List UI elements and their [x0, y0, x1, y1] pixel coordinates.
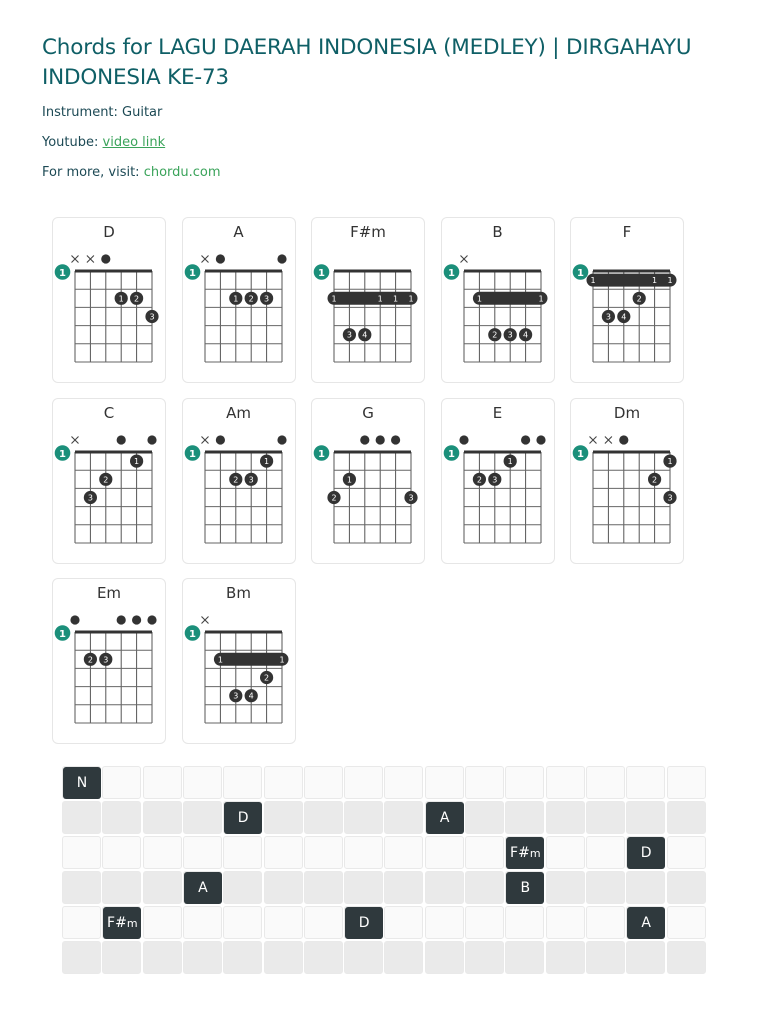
- barre-bar: [472, 292, 547, 305]
- chord-name: F#m: [350, 223, 386, 241]
- finger-number: 2: [636, 294, 642, 304]
- sheet-cell[interactable]: [546, 906, 585, 939]
- sheet-cell[interactable]: [586, 941, 625, 974]
- sheet-cell[interactable]: [465, 906, 504, 939]
- chord-diagram: [53, 579, 167, 745]
- chord-card[interactable]: [441, 217, 555, 383]
- chord-diagram: [312, 399, 426, 565]
- chip-root: A: [641, 915, 651, 931]
- chord-name: Am: [226, 403, 251, 422]
- finger-number: 3: [87, 493, 93, 502]
- sheet-cell[interactable]: [344, 801, 383, 834]
- finger-number: 1: [667, 456, 673, 466]
- open-string-marker: [277, 435, 286, 444]
- sheet-cell[interactable]: [223, 941, 262, 974]
- barre-finger-number: 1: [667, 276, 673, 286]
- chord-diagram: [442, 218, 556, 384]
- sheet-cell[interactable]: [667, 871, 706, 904]
- chord-diagram: [442, 399, 556, 565]
- sheet-cell[interactable]: [143, 941, 182, 974]
- sheet-cell[interactable]: [344, 766, 383, 799]
- sheet-cell[interactable]: [505, 801, 544, 834]
- muted-string-marker: [605, 436, 612, 443]
- chord-diagram: [183, 218, 297, 384]
- sheet-cell[interactable]: [384, 871, 423, 904]
- open-string-marker: [360, 435, 369, 444]
- chip-root: D: [358, 915, 370, 931]
- chord-name: Em: [96, 584, 122, 602]
- open-string-marker: [132, 615, 141, 624]
- chord-name: F: [622, 223, 632, 241]
- youtube-line: [42, 135, 165, 150]
- sheet-cell[interactable]: [344, 941, 383, 974]
- barre-finger-number: 1: [377, 294, 383, 304]
- more-label: For more, visit:: [42, 165, 144, 180]
- sheet-cell[interactable]: [304, 836, 343, 869]
- open-string-marker: [277, 254, 286, 263]
- sheet-cell[interactable]: [465, 766, 504, 799]
- sheet-cell[interactable]: [183, 836, 222, 869]
- fret-position-number: 1: [59, 448, 66, 460]
- sheet-cell[interactable]: [62, 871, 101, 904]
- barre-finger-number: 1: [652, 276, 658, 286]
- chord-card[interactable]: [441, 398, 555, 564]
- barre-finger-number: 1: [476, 294, 482, 304]
- sheet-cell[interactable]: [667, 906, 706, 939]
- finger-number: 2: [248, 294, 254, 304]
- chord-diagram: [183, 399, 297, 565]
- sheet-cell[interactable]: [264, 836, 303, 869]
- sheet-cell[interactable]: [505, 906, 544, 939]
- chordu-link[interactable]: chordu.com: [143, 165, 221, 180]
- finger-number: 2: [134, 294, 140, 304]
- finger-number: 4: [522, 330, 528, 340]
- sheet-cell[interactable]: [546, 766, 585, 799]
- chip-root: A: [198, 880, 208, 896]
- sheet-cell[interactable]: [425, 906, 464, 939]
- finger-number: 3: [491, 474, 497, 484]
- sheet-cell[interactable]: [223, 836, 262, 869]
- page-title: Chords for LAGU DAERAH INDONESIA (MEDLEY) | DIRGAHAYU INDONESIA KE-73: [42, 35, 692, 90]
- chip-suffix: m: [126, 917, 138, 930]
- sheet-cell[interactable]: [505, 766, 544, 799]
- sheet-cell[interactable]: [546, 801, 585, 834]
- sheet-cell[interactable]: [546, 941, 585, 974]
- muted-string-marker: [460, 256, 467, 263]
- finger-number: 4: [362, 330, 368, 340]
- open-string-marker: [376, 435, 385, 444]
- muted-string-marker: [201, 256, 208, 263]
- barre-finger-number: 1: [278, 655, 285, 665]
- open-string-marker: [391, 435, 400, 444]
- finger-number: 3: [667, 493, 673, 502]
- sheet-cell[interactable]: [425, 766, 464, 799]
- muted-string-marker: [87, 256, 94, 263]
- chip-root: A: [439, 810, 450, 826]
- barre-finger-number: 1: [537, 294, 544, 304]
- open-string-marker: [117, 435, 126, 444]
- sheet-cell[interactable]: [626, 766, 665, 799]
- fret-position-number: 1: [59, 629, 66, 640]
- barre-finger-number: 1: [590, 276, 596, 286]
- fret-position-number: 1: [59, 268, 66, 279]
- finger-number: 4: [248, 691, 254, 701]
- chip-root: D: [237, 810, 249, 826]
- sheet-cell[interactable]: [384, 906, 423, 939]
- more-line: [42, 165, 221, 180]
- sheet-cell[interactable]: [465, 801, 504, 834]
- sheet-cell[interactable]: [505, 941, 544, 974]
- youtube-label: Youtube:: [42, 135, 103, 150]
- finger-number: 4: [621, 312, 627, 322]
- sheet-cell[interactable]: [384, 836, 423, 869]
- sheet-chord-chip[interactable]: [627, 907, 665, 939]
- fret-position-number: 1: [447, 268, 455, 279]
- open-string-marker: [215, 435, 224, 444]
- sheet-cell[interactable]: [62, 801, 101, 834]
- sheet-chord-chip[interactable]: [103, 907, 141, 939]
- sheet-chord-chip[interactable]: [224, 802, 262, 834]
- chord-card[interactable]: [52, 398, 166, 564]
- barre-finger-number: 1: [217, 655, 223, 665]
- chip-root: D: [640, 845, 652, 861]
- instrument-line: [42, 105, 162, 120]
- sheet-cell[interactable]: [62, 836, 101, 869]
- fret-position-number: 1: [188, 448, 196, 460]
- sheet-cell[interactable]: [264, 766, 303, 799]
- chip-root: F#: [510, 845, 530, 861]
- finger-number: 3: [408, 493, 414, 502]
- sheet-cell[interactable]: [586, 871, 625, 904]
- chord-card[interactable]: [182, 578, 296, 744]
- sheet-chord-chip[interactable]: [627, 837, 665, 869]
- open-string-marker: [70, 615, 79, 624]
- sheet-cell[interactable]: [465, 871, 504, 904]
- finger-number: 1: [507, 456, 513, 466]
- sheet-cell[interactable]: [62, 906, 101, 939]
- open-string-marker: [459, 435, 468, 444]
- sheet-cell[interactable]: [223, 906, 262, 939]
- sheet-cell[interactable]: [344, 836, 383, 869]
- sheet-cell[interactable]: [264, 801, 303, 834]
- barre-finger-number: 1: [408, 294, 414, 304]
- sheet-cell[interactable]: [183, 941, 222, 974]
- finger-number: 2: [103, 474, 109, 484]
- sheet-cell[interactable]: [546, 836, 585, 869]
- finger-number: 2: [263, 673, 269, 683]
- chord-diagram: [53, 399, 167, 565]
- finger-number: 2: [87, 655, 93, 665]
- finger-number: 1: [232, 294, 238, 304]
- finger-number: 3: [149, 312, 155, 322]
- chord-diagram: [312, 218, 426, 384]
- sheet-cell[interactable]: [384, 801, 423, 834]
- finger-number: 2: [331, 493, 337, 502]
- sheet-chord-chip[interactable]: [506, 872, 544, 904]
- fret-position-number: 1: [188, 629, 196, 640]
- finger-number: 1: [134, 456, 140, 466]
- fret-position-number: 1: [577, 268, 584, 279]
- sheet-cell[interactable]: [425, 941, 464, 974]
- chord-diagram: [571, 399, 685, 565]
- sheet-cell[interactable]: [586, 836, 625, 869]
- barre-bar: [213, 653, 288, 666]
- finger-number: 3: [263, 294, 269, 304]
- sheet-cell[interactable]: [626, 871, 665, 904]
- finger-number: 2: [491, 330, 497, 340]
- sheet-cell[interactable]: [102, 801, 141, 834]
- open-string-marker: [147, 435, 156, 444]
- sheet-cell[interactable]: [102, 766, 141, 799]
- sheet-cell[interactable]: [62, 941, 101, 974]
- sheet-cell[interactable]: [586, 766, 625, 799]
- muted-string-marker: [72, 256, 79, 263]
- chord-name: G: [362, 403, 374, 422]
- chord-name: Bm: [226, 584, 251, 602]
- finger-number: 3: [346, 330, 352, 340]
- finger-number: 3: [103, 655, 109, 665]
- finger-number: 3: [605, 312, 611, 322]
- fret-position-number: 1: [318, 448, 325, 460]
- finger-number: 3: [248, 474, 254, 484]
- chip-root: N: [76, 775, 88, 791]
- sheet-chord-chip[interactable]: [184, 872, 222, 904]
- fret-position-number: 1: [318, 268, 325, 279]
- instrument-label: Instrument: Guitar: [42, 105, 163, 120]
- sheet-cell[interactable]: [465, 836, 504, 869]
- sheet-cell[interactable]: [304, 801, 343, 834]
- chord-card[interactable]: [570, 217, 684, 383]
- sheet-cell[interactable]: [143, 871, 182, 904]
- chord-name: E: [492, 403, 503, 422]
- sheet-cell[interactable]: [143, 801, 182, 834]
- chord-name: D: [103, 223, 115, 241]
- finger-number: 2: [652, 474, 658, 484]
- sheet-cell[interactable]: [667, 836, 706, 869]
- open-string-marker: [619, 435, 628, 444]
- open-string-marker: [101, 254, 110, 263]
- sheet-cell[interactable]: [667, 766, 706, 799]
- chip-root: B: [520, 880, 531, 896]
- barre-bar: [587, 274, 677, 287]
- sheet-cell[interactable]: [304, 941, 343, 974]
- barre-finger-number: 1: [331, 294, 337, 304]
- sheet-chord-chip[interactable]: [345, 907, 383, 939]
- sheet-cell[interactable]: [102, 871, 141, 904]
- fret-position-number: 1: [447, 448, 455, 460]
- sheet-cell[interactable]: [183, 766, 222, 799]
- chord-card[interactable]: [182, 217, 296, 383]
- chord-diagram: [571, 218, 685, 384]
- sheet-cell[interactable]: [465, 941, 504, 974]
- fret-position-number: 1: [577, 448, 584, 460]
- chord-name: C: [103, 403, 115, 422]
- sheet-cell[interactable]: [667, 801, 706, 834]
- chord-diagram: [183, 579, 297, 745]
- sheet-cell[interactable]: [264, 871, 303, 904]
- chord-card[interactable]: [570, 398, 684, 564]
- finger-number: 2: [476, 474, 482, 484]
- sheet-cell[interactable]: [304, 906, 343, 939]
- muted-string-marker: [590, 436, 597, 443]
- finger-number: 1: [263, 456, 269, 466]
- sheet-cell[interactable]: [183, 801, 222, 834]
- sheet-cell[interactable]: [425, 836, 464, 869]
- sheet-cell[interactable]: [546, 871, 585, 904]
- sheet-cell[interactable]: [223, 766, 262, 799]
- sheet-cell[interactable]: [586, 906, 625, 939]
- finger-number: 1: [118, 294, 124, 304]
- sheet-cell[interactable]: [143, 766, 182, 799]
- muted-string-marker: [201, 436, 208, 443]
- sheet-cell[interactable]: [304, 766, 343, 799]
- chord-card[interactable]: [52, 578, 166, 744]
- barre-finger-number: 1: [393, 294, 399, 304]
- sheet-cell[interactable]: [344, 871, 383, 904]
- chip-suffix: m: [529, 847, 541, 860]
- sheet-cell[interactable]: [626, 801, 665, 834]
- sheet-cell[interactable]: [626, 941, 665, 974]
- sheet-cell[interactable]: [264, 906, 303, 939]
- youtube-video-link[interactable]: video link: [102, 135, 166, 150]
- chord-diagram: [53, 218, 167, 384]
- chord-sheet-grid: [62, 766, 708, 976]
- open-string-marker: [536, 435, 545, 444]
- chord-name: A: [233, 223, 244, 241]
- sheet-cell[interactable]: [143, 906, 182, 939]
- sheet-cell[interactable]: [425, 871, 464, 904]
- open-string-marker: [117, 615, 126, 624]
- chip-root: F#: [107, 915, 127, 931]
- sheet-cell[interactable]: [264, 941, 303, 974]
- finger-number: 3: [232, 691, 238, 701]
- sheet-cell[interactable]: [102, 836, 141, 869]
- open-string-marker: [147, 615, 156, 624]
- fret-position-number: 1: [188, 268, 196, 279]
- sheet-chord-chip[interactable]: [506, 837, 544, 869]
- muted-string-marker: [201, 617, 208, 624]
- sheet-cell[interactable]: [586, 801, 625, 834]
- barre-bar: [328, 292, 418, 305]
- sheet-cell[interactable]: [384, 941, 423, 974]
- chord-card[interactable]: [311, 398, 425, 564]
- sheet-cell[interactable]: [223, 871, 262, 904]
- finger-number: 3: [507, 330, 513, 340]
- chord-card[interactable]: [182, 398, 296, 564]
- open-string-marker: [521, 435, 530, 444]
- sheet-cell[interactable]: [183, 906, 222, 939]
- sheet-cell[interactable]: [102, 941, 141, 974]
- chord-name: Dm: [613, 403, 641, 422]
- sheet-chord-chip[interactable]: [63, 767, 101, 799]
- sheet-cell[interactable]: [143, 836, 182, 869]
- finger-number: 2: [232, 474, 238, 484]
- open-string-marker: [215, 254, 224, 263]
- sheet-cell[interactable]: [667, 941, 706, 974]
- finger-number: 1: [346, 474, 352, 484]
- chord-card[interactable]: [311, 217, 425, 383]
- chord-card[interactable]: [52, 217, 166, 383]
- sheet-cell[interactable]: [384, 766, 423, 799]
- sheet-cell[interactable]: [304, 871, 343, 904]
- muted-string-marker: [72, 436, 79, 443]
- chord-name: B: [492, 223, 503, 241]
- sheet-chord-chip[interactable]: [426, 802, 464, 834]
